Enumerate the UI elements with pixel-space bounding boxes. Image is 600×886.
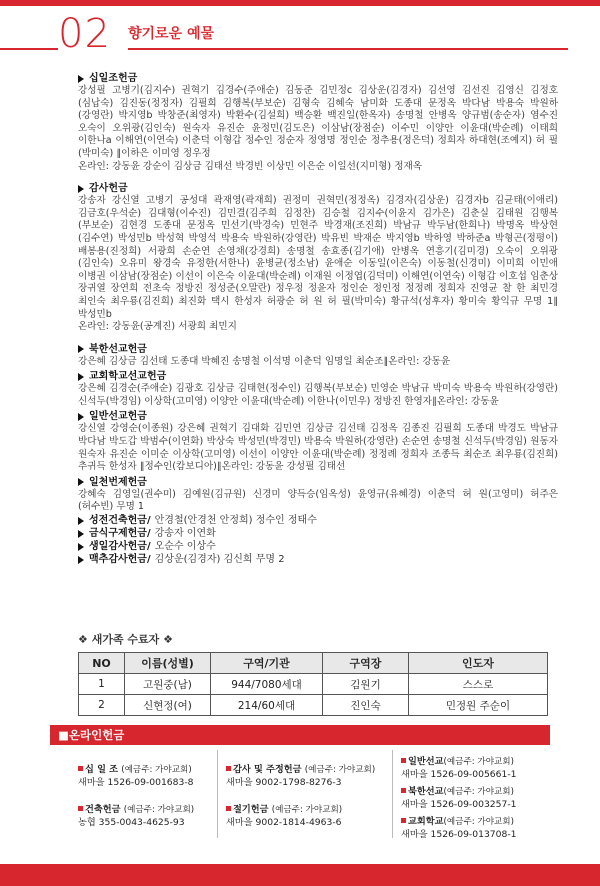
triangle-bullet-icon bbox=[78, 543, 84, 551]
header-divider bbox=[128, 48, 568, 50]
triangle-bullet-icon bbox=[78, 345, 84, 353]
column-divider bbox=[217, 750, 218, 838]
offering-list bbox=[78, 70, 558, 566]
column-header: 이름(성별) bbox=[125, 653, 211, 674]
section-north-korea-mission bbox=[78, 343, 558, 369]
triangle-bullet-icon bbox=[78, 556, 84, 564]
section-body: 강신열 강영순(이종원) 강은혜 권혁기 김대화 김민연 김상금 김선태 김정옥 김종진 김필희 도종대 박경도 박남규 박다남 박도갑 박범수(이연화) 박상숙 박성민(박경민) 박용숙 박원하(강영란) 손순연 송명철 신석두(박경임) 원동자 원숙자 유진순 이미순 이상학(고미영) 이선이 이양안 이윤대(박순례) 정정례 정희자 조종득 최순조 최우룡(김진희) 추귀득 한성자 ∥정수인(캄보디아)∥온라인: 강동윤 강성필 김태선 bbox=[78, 423, 558, 473]
online-offering-title: ■온라인헌금 bbox=[58, 728, 125, 742]
inline-sections bbox=[78, 514, 558, 566]
page-title: 향기로운 예물 bbox=[128, 26, 215, 42]
section-school-mission bbox=[78, 370, 558, 408]
new-family-table bbox=[78, 652, 548, 716]
square-bullet-icon bbox=[401, 788, 406, 793]
section-title: 일반선교헌금 bbox=[89, 411, 147, 423]
section-online: 온라인: 강동윤(공계진) 서광희 최민지 bbox=[78, 321, 237, 333]
online-offering-bar bbox=[50, 725, 550, 745]
column-header: 인도자 bbox=[409, 653, 548, 674]
column-header: NO bbox=[79, 653, 125, 674]
account-season: 절기헌금 (예금주: 가야교회) 새마을 9002-1814-4963-6 bbox=[226, 804, 343, 828]
triangle-bullet-icon bbox=[78, 75, 84, 83]
section-title: 일천번제헌금 bbox=[89, 476, 147, 488]
header-top-bar bbox=[0, 0, 600, 6]
triangle-bullet-icon bbox=[78, 185, 84, 193]
triangle-bullet-icon bbox=[78, 517, 84, 525]
triangle-bullet-icon bbox=[78, 530, 84, 538]
column-header: 구역/기관 bbox=[211, 653, 323, 674]
triangle-bullet-icon bbox=[78, 373, 84, 381]
section-body: 강은혜 김상금 김선태 도종대 박혜진 송명철 이석명 이춘덕 임명일 최순조∥온라인: 강동윤 bbox=[78, 355, 451, 367]
section-title: 북한선교헌금 bbox=[89, 343, 147, 355]
table-row: 1 고원중(남) 944/7080세대 김원기 스스로 bbox=[79, 674, 548, 695]
column-divider bbox=[392, 750, 393, 838]
footer-bar bbox=[0, 864, 600, 886]
account-building: 건축헌금 (예금주: 가야교회) 농협 355-0043-4625-93 bbox=[78, 804, 195, 828]
account-north-korea-mission: 북한선교(예금주: 가야교회) 새마을 1526-09-003257-1 bbox=[401, 786, 517, 810]
table-header-row bbox=[79, 653, 548, 674]
column-header: 구역장 bbox=[323, 653, 409, 674]
section-general-mission bbox=[78, 410, 558, 473]
header-divider-left bbox=[0, 48, 58, 50]
section-body: 강은혜 김경순(주애순) 김광호 김상금 김태현(정수인) 김행복(부보순) 민영순 박남규 박미숙 박용숙 박원하(강영란) 신석두(박경임) 이상학(고미영) 이양안 이윤대(박순례) 이한나(이민우) 정방진 한영자∥온라인: 강동윤 bbox=[78, 383, 558, 407]
section-body: 강혜숙 김영일(권수미) 김예원(김규원) 신경미 양득승(임옥성) 윤영규(유혜경) 이춘덕 허 원(고영미) 허주은(허수빈) 무명 1 bbox=[78, 488, 558, 513]
square-bullet-icon bbox=[226, 806, 231, 811]
inline-section: 맥추감사헌금/ 김상운(김경자) 김신희 무명 2 bbox=[78, 553, 558, 566]
section-title: 감사헌금 bbox=[89, 183, 128, 195]
square-bullet-icon bbox=[401, 758, 406, 763]
square-bullet-icon bbox=[226, 766, 231, 771]
account-general-mission: 일반선교(예금주: 가야교회) 새마을 1526-09-005661-1 bbox=[401, 756, 517, 780]
new-family-title: ❖ 새가족 수료자 ❖ bbox=[78, 633, 173, 646]
inline-section: 금식구제헌금/ 강송자 이연화 bbox=[78, 527, 558, 540]
table-row: 2 신현정(여) 214/60세대 진인숙 민정원 주순이 bbox=[79, 695, 548, 716]
section-number: 02 bbox=[58, 11, 111, 57]
account-tithe: 십 일 조 (예금주: 가야교회) 새마을 1526-09-001683-8 bbox=[78, 764, 194, 788]
section-online: 온라인: 강동윤 강순이 김상금 김태선 박경빈 이상민 이은순 이일선(지미형) 정재옥 bbox=[78, 160, 422, 172]
section-tithe bbox=[78, 72, 558, 173]
triangle-bullet-icon bbox=[78, 478, 84, 486]
section-title: 교회학교선교헌금 bbox=[89, 371, 167, 383]
triangle-bullet-icon bbox=[78, 413, 84, 421]
square-bullet-icon bbox=[78, 806, 83, 811]
section-body: 강송자 강신열 고병기 공성대 곽재영(곽재희) 권정미 권혁민(정정옥) 김경자(김상운) 김경자b 김균태(이애리) 김금호(우석순) 김대형(이수진) 김민결(김주희 김정찬) 김승철 김지수(이윤지 김가은) 김춘실 김태원 김행복(부보순) 김현경 도종대 문정옥 민선기(박경숙) 민현주 박경재(조진희) 박남규 박두남(한희나) 박명옥 박상현(김수연) 박성민b 박성혁 박영석 박용숙 박원하(강영란) 박유빈 박재순 박지영b 박하영 박하준a 박형곤(정평이) 배봉용(진정희) 서광희 손순연 손영채(강경희) 송명철 송효종(김기애) 안병옥 연흥기(김미경) 오숙이 오위광(김인숙) 오유미 왕경숙 유정한(서한나) 윤병균(정소남) 윤애순 이동일(이은숙) 이동철(신경미) 이미희 이민애 이병권 이삼남(장점순) 이선이 이은숙 이윤대(박순례) 이재원 이정엽(김덕미) 이해연(이연숙) 이형갑 이호섭 임춘상 장귀열 장연희 전초숙 정방진 정성준(오말란) 정우정 정윤자 정인순 정인정 정정례 정희자 진영균 찰 한 최민경 최인숙 최우룡(김진희) 최진화 택시 한성자 허광순 허 원 허 필(박미숙) 황규석(성후자) 황미숙 황익규 무명 1∥박성민b bbox=[78, 195, 558, 320]
square-bullet-icon bbox=[78, 766, 83, 771]
section-body: 강성필 고병기(김지수) 권혁기 김경수(주애순) 김동준 김민정c 김상운(김경자) 김선영 김선진 김영신 김정호(심납숙) 김진동(정정자) 김필희 김행복(부보순) 김형숙 김혜숙 남미화 도종대 문정옥 박다남 박용숙 박원하(강영란) 박지영b 박창준(최영자) 박환수(김설희) 백승환 백진일(한옥자) 송명철 안병옥 양규범(송순자) 염수진 오숙이 오위광(김인숙) 원숙자 유진순 윤정민(김도은) 이삼남(장점순) 이수민 이양안 이윤대(박순례) 이태희 이한나a 이해연(이연숙) 이춘덕 이형갑 정수인 정순자 정영명 정인순 정추용(정은덕) 정희자 하대현(조예지) 허 필(박미숙) ∥이하은 이미영 정우정 bbox=[78, 85, 558, 159]
section-thousand-offering bbox=[78, 476, 558, 514]
account-school-mission: 교회학교(예금주: 가야교회) 새마을 1526-09-013708-1 bbox=[401, 816, 517, 840]
square-bullet-icon bbox=[401, 818, 406, 823]
inline-section: 생일감사헌금/ 오순수 이상수 bbox=[78, 540, 558, 553]
inline-section: 성전건축헌금/ 안경철(안경천 안정희) 정수인 정태수 bbox=[78, 514, 558, 527]
section-thanks bbox=[78, 182, 558, 334]
account-thanks: 감사 및 주정헌금 (예금주: 가야교회) 새마을 9002-1798-8276-3 bbox=[226, 764, 376, 788]
section-title: 십일조헌금 bbox=[89, 73, 138, 84]
